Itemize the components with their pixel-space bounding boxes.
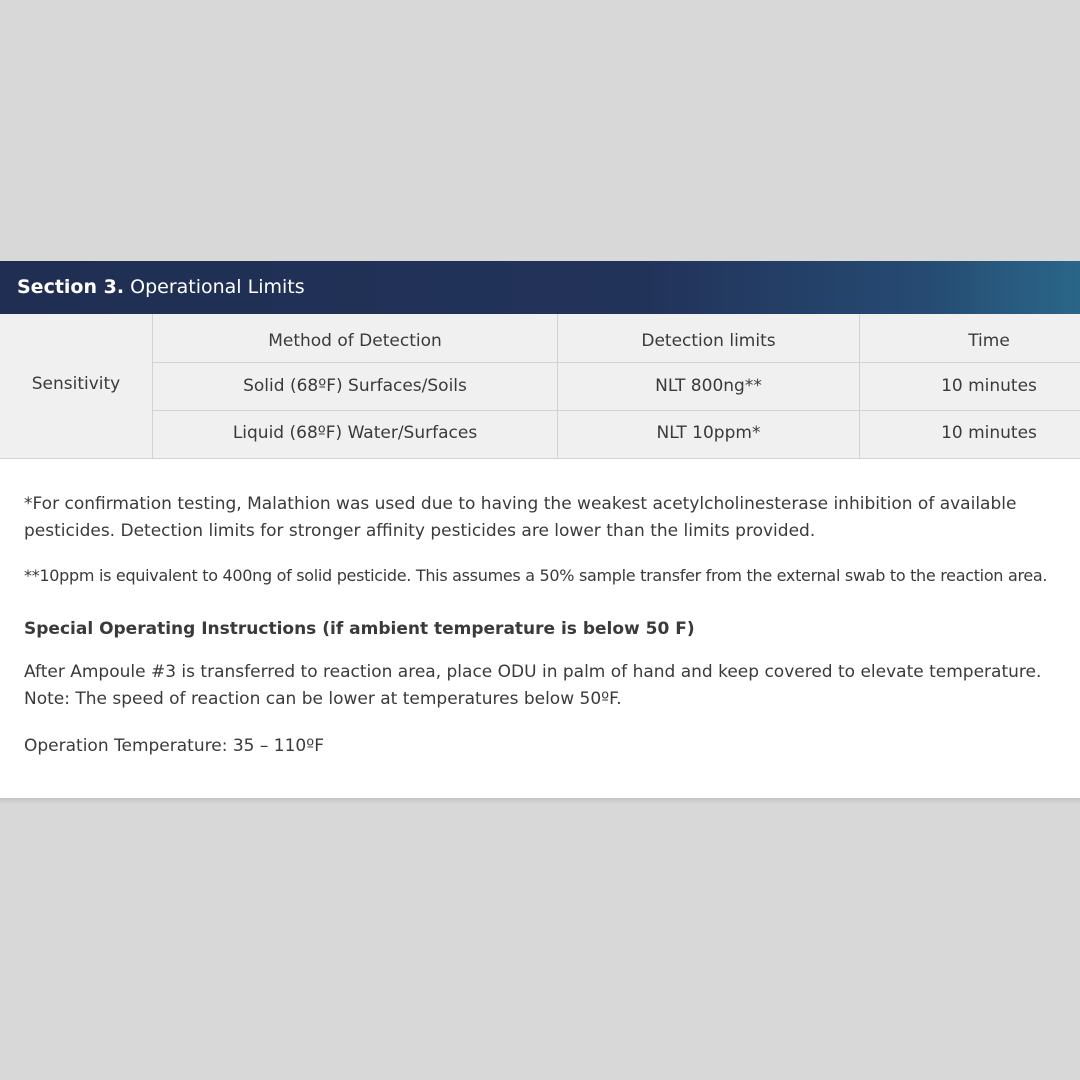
section-name: Operational Limits — [130, 276, 305, 298]
table-cell-time: 10 minutes — [941, 376, 1037, 396]
footnote-ppm-equivalence: **10ppm is equivalent to 400ng of solid pesticide. This assumes a 50% sample transfer from the external swab to the reaction area. — [24, 566, 1048, 585]
section-title — [17, 261, 305, 314]
column-header-method: Method of Detection — [268, 331, 442, 351]
table-cell-limit: NLT 10ppm* — [656, 423, 761, 443]
special-instructions-heading: Special Operating Instructions (if ambient temperature is below 50 F) — [24, 619, 695, 639]
card-shadow — [0, 798, 1080, 804]
table-cell-method: Liquid (68ºF) Water/Surfaces — [232, 423, 478, 443]
table-cell-time: 10 minutes — [941, 423, 1037, 443]
footnote-malathion-line-2: pesticides. Detection limits for stronger affinity pesticides are lower than the limits provided. — [24, 521, 816, 541]
instruction-line-2: Note: The speed of reaction can be lower at temperatures below 50ºF. — [24, 689, 622, 709]
column-header-time: Time — [968, 331, 1010, 351]
table-cell-limit: NLT 800ng** — [655, 376, 762, 396]
table-cell-method: Solid (68ºF) Surfaces/Soils — [243, 376, 467, 396]
row-label-sensitivity: Sensitivity — [0, 314, 153, 458]
operation-temperature: Operation Temperature: 35 – 110ºF — [24, 736, 324, 756]
column-header-detection-limits: Detection limits — [641, 331, 776, 351]
section-header — [0, 261, 1080, 314]
footnote-malathion-line-1: *For confirmation testing, Malathion was used due to having the weakest acetylcholinesterase inhibition of available — [24, 494, 1017, 514]
operational-limits-card — [0, 261, 1080, 798]
sensitivity-table — [0, 314, 1080, 459]
instruction-line-1: After Ampoule #3 is transferred to reaction area, place ODU in palm of hand and keep covered to elevate temperature. — [24, 662, 1042, 682]
section-number: Section 3. — [17, 276, 125, 298]
